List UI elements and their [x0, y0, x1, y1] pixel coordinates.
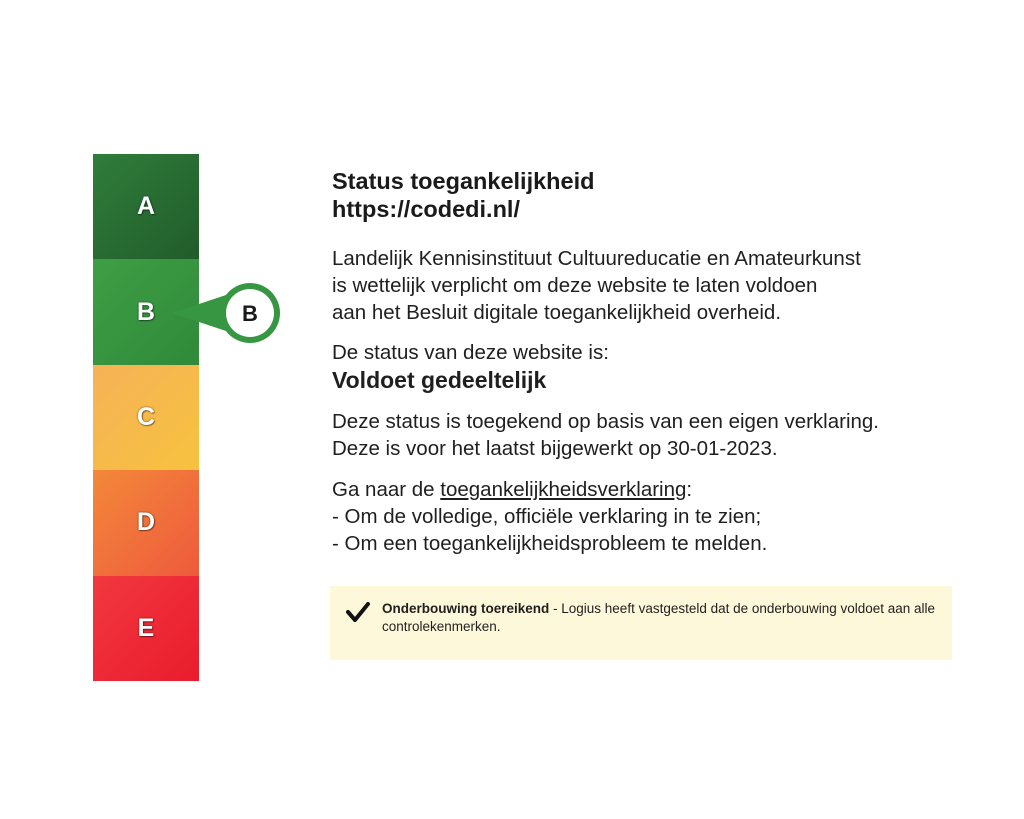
grade-b-label: B — [136, 297, 156, 326]
current-grade-badge — [170, 280, 282, 346]
checkmark-icon — [346, 601, 370, 623]
notice-heading: Onderbouwing toereikend — [382, 601, 550, 616]
accessibility-statement-link[interactable]: toegankelijkheidsverklaring — [440, 478, 687, 501]
basis-paragraph — [332, 408, 962, 462]
intro-line-1: Landelijk Kennisinstituut Cultuureducatie en Amateurkunst — [332, 247, 861, 270]
links-prefix: Ga naar de — [332, 478, 441, 501]
intro-paragraph — [332, 245, 962, 326]
status-paragraph — [332, 339, 962, 394]
grade-e — [93, 576, 199, 681]
intro-line-3: aan het Besluit digitale toegankelijkheid overheid. — [332, 301, 782, 324]
links-item-2: - Om een toegankelijkheidsprobleem te melden. — [332, 532, 768, 555]
notice-text — [382, 600, 936, 636]
basis-line-2: Deze is voor het laatst bijgewerkt op 30-01-2023. — [332, 437, 778, 460]
grade-d — [93, 470, 199, 575]
intro-line-2: is wettelijk verplicht om deze website te laten voldoen — [332, 274, 818, 297]
page-title — [332, 167, 962, 223]
accessibility-rating-scale — [93, 154, 199, 681]
site-url: https://codedi.nl/ — [332, 196, 520, 222]
grade-c — [93, 365, 199, 470]
grade-a — [93, 154, 199, 259]
links-paragraph — [332, 476, 962, 557]
grade-e-label: E — [137, 613, 155, 642]
grade-c-label: C — [136, 402, 156, 431]
grade-a-label: A — [136, 192, 156, 221]
status-value: Voldoet gedeeltelijk — [332, 367, 547, 393]
links-suffix: : — [686, 478, 693, 501]
status-content — [332, 167, 962, 557]
substantiation-notice — [330, 586, 952, 660]
status-label: De status van deze website is: — [332, 341, 609, 364]
basis-line-1: Deze status is toegekend op basis van een eigen verklaring. — [332, 410, 880, 433]
title-text: Status toegankelijkheid — [332, 168, 595, 194]
grade-d-label: D — [136, 508, 156, 537]
badge-letter: B — [242, 301, 258, 326]
links-item-1: - Om de volledige, officiële verklaring in te zien; — [332, 505, 762, 528]
notice-body: - Logius heeft vastgesteld dat de onderbouwing voldoet aan alle controlekenmerken. — [382, 601, 936, 634]
